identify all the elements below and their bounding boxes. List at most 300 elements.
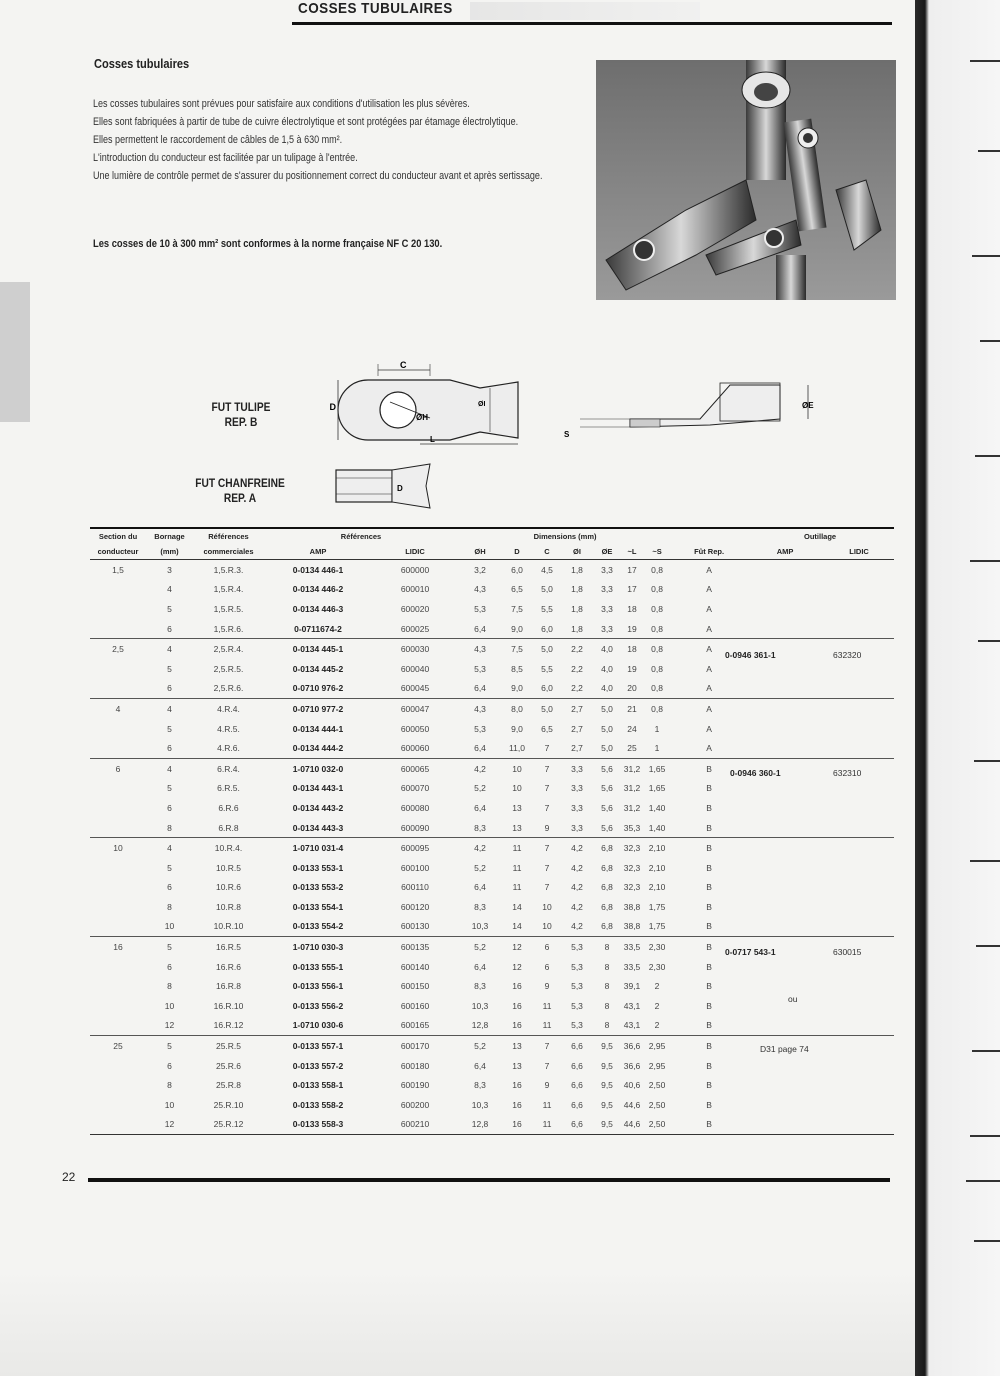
next-page-edge — [915, 0, 1000, 1376]
cell-c: 9 — [544, 822, 550, 833]
cell-amp: 0-0134 445-2 — [292, 663, 344, 674]
cell-amp: 0-0133 558-3 — [264, 1115, 372, 1135]
cell-oh: 4,3 — [458, 699, 502, 719]
tool-3-lidic: 630015 — [833, 947, 862, 957]
cell-lidic: 600030 — [372, 639, 458, 659]
table-row — [90, 1016, 894, 1036]
table-row — [90, 917, 894, 937]
cell-fut: B — [706, 981, 712, 992]
cell-bornage: 6 — [167, 683, 172, 694]
cell-tool-amp — [746, 1095, 824, 1115]
cell-c: 11 — [542, 1000, 552, 1011]
cell-oi: 2,7 — [562, 699, 592, 719]
cell-oe: 6,8 — [601, 901, 613, 912]
cell-bornage: 10 — [164, 921, 175, 932]
cell-l: 36,6 — [623, 1060, 641, 1071]
cell-section — [90, 1095, 146, 1115]
cell-bornage: 5 — [167, 862, 172, 873]
cell-c: 6 — [544, 961, 550, 972]
cell-s: 2,95 — [648, 1060, 666, 1071]
cell-ref-comm: 10.R.8 — [215, 901, 242, 912]
table-row — [90, 580, 894, 600]
cell-c: 10 — [542, 901, 552, 912]
cell-fut: B — [706, 1000, 712, 1011]
cell-l: 32,3 — [623, 882, 641, 893]
cell-oh: 6,4 — [474, 743, 486, 754]
cell-bornage: 3 — [167, 564, 172, 575]
cell-ref-comm: 6.R.5. — [217, 783, 240, 794]
cell-lidic: 600070 — [400, 783, 430, 794]
cell-oh: 8,3 — [474, 1080, 486, 1091]
cell-oe: 3,3 — [601, 623, 613, 634]
cell-section — [90, 957, 146, 977]
cell-c: 11 — [542, 1099, 552, 1110]
cell-bornage: 8 — [167, 981, 172, 992]
cell-section — [90, 917, 146, 937]
cell-ref-comm: 6.R.6 — [218, 802, 239, 813]
cell-lidic: 600060 — [400, 743, 430, 754]
cell-bornage: 4 — [146, 838, 193, 858]
cell-d: 14 — [512, 921, 522, 932]
cell-bornage: 5 — [167, 603, 172, 614]
cell-oe: 6,8 — [592, 838, 622, 858]
cell-oi: 6,6 — [571, 1080, 583, 1091]
cell-bornage: 6 — [167, 743, 172, 754]
cell-ref-comm: 25.R.6 — [215, 1060, 242, 1071]
cell-c: 7 — [544, 1060, 550, 1071]
cell-ref-comm: 6.R.4. — [193, 758, 264, 778]
header-oi: ØI — [562, 544, 592, 560]
cell-oe: 3,3 — [601, 584, 613, 595]
dim-oi: ØI — [478, 401, 486, 408]
cell-amp: 0-0133 556-2 — [292, 1000, 344, 1011]
cell-tool-lidic — [824, 1056, 894, 1076]
cell-amp: 0-0133 558-2 — [292, 1099, 344, 1110]
cell-amp: 0-0134 443-2 — [292, 802, 344, 813]
cell-lidic: 600095 — [372, 838, 458, 858]
header-outillage: Outillage — [746, 528, 894, 544]
cell-d: 7,5 — [511, 603, 523, 614]
cell-d: 9,0 — [511, 683, 523, 694]
cell-s: 2 — [654, 981, 660, 992]
cell-oi: 4,2 — [571, 862, 583, 873]
cell-l: 40,6 — [623, 1080, 641, 1091]
table-row — [90, 659, 894, 679]
cell-section — [90, 1115, 146, 1135]
cell-amp: 0-0134 446-2 — [292, 584, 344, 595]
cell-oh: 6,4 — [474, 683, 486, 694]
table-row — [90, 858, 894, 878]
header-rule — [292, 22, 892, 25]
cell-oe: 5,0 — [592, 699, 622, 719]
cell-lidic: 600200 — [400, 1099, 430, 1110]
cell-ref-comm: 25.R.5 — [193, 1036, 264, 1056]
cell-bornage: 10 — [164, 1099, 175, 1110]
intro-line: Elles sont fabriquées à partir de tube de cuivre électrolytique et sont protégées par étamage électrolytique. — [93, 116, 519, 128]
cell-c: 10 — [542, 921, 552, 932]
cell-s: 2,10 — [648, 862, 666, 873]
cell-tool-amp — [746, 738, 824, 758]
cell-fut: B — [672, 1115, 746, 1135]
cell-oh: 12,8 — [471, 1020, 489, 1031]
cell-fut: B — [706, 822, 712, 833]
cell-s: 2,30 — [648, 961, 666, 972]
cell-fut: A — [672, 699, 746, 719]
cell-l: 38,8 — [623, 901, 641, 912]
cell-l: 21 — [622, 699, 642, 719]
cell-tool-amp — [746, 560, 824, 580]
cell-d: 6,5 — [511, 584, 523, 595]
cell-oi: 3,3 — [571, 802, 583, 813]
table-row — [90, 897, 894, 917]
cell-oi: 6,6 — [571, 1099, 583, 1110]
cell-ref-comm: 6.R.8 — [218, 822, 239, 833]
cell-lidic: 600080 — [400, 802, 430, 813]
fut-chanfreine-name: FUT CHANFREINE — [195, 476, 285, 490]
label-fut-tulipe — [203, 400, 280, 430]
cell-amp: 0-0133 558-1 — [292, 1080, 344, 1091]
cell-oh: 5,2 — [474, 862, 486, 873]
cell-tool-lidic — [824, 838, 894, 858]
cell-bornage: 5 — [167, 783, 172, 794]
cell-fut: A — [706, 663, 712, 674]
cell-oh: 10,3 — [471, 921, 489, 932]
cell-tool-amp — [746, 878, 824, 898]
chamfered-barrel-diagram — [334, 462, 434, 512]
dim-c: C — [400, 360, 407, 370]
cell-tool-lidic — [824, 599, 894, 619]
cell-bornage: 8 — [167, 1080, 172, 1091]
cell-oh: 5,3 — [474, 723, 486, 734]
cell-l: 20 — [627, 683, 637, 694]
cell-oi: 3,3 — [562, 758, 592, 778]
header-oe: ØE — [592, 544, 622, 560]
cell-c: 5,5 — [541, 603, 553, 614]
cell-oi: 6,6 — [562, 1036, 592, 1056]
cell-s: 2,30 — [642, 937, 672, 957]
cell-l: 18 — [622, 639, 642, 659]
header-tool-amp: AMP — [746, 544, 824, 560]
cell-bornage: 4 — [167, 584, 172, 595]
cell-tool-amp — [746, 976, 824, 996]
header-s: ~S — [642, 544, 672, 560]
cell-ref-comm: 10.R.10 — [213, 921, 244, 932]
cell-bornage: 6 — [167, 961, 172, 972]
dim-l: L — [430, 435, 435, 444]
tool-2-lidic: 632310 — [833, 768, 862, 778]
cell-lidic: 600140 — [400, 961, 430, 972]
cell-lidic: 600020 — [400, 603, 430, 614]
cell-fut: B — [706, 961, 712, 972]
cell-d: 8,5 — [511, 663, 523, 674]
cell-section — [90, 976, 146, 996]
cell-tool-amp — [746, 779, 824, 799]
cell-c: 7 — [532, 1036, 562, 1056]
fut-chanfreine-rep: REP. A — [223, 491, 257, 505]
cell-c: 6 — [532, 937, 562, 957]
cell-fut: B — [672, 1036, 746, 1056]
cell-c: 6,0 — [541, 683, 553, 694]
cell-l: 32,3 — [622, 838, 642, 858]
cell-s: 0,8 — [642, 699, 672, 719]
cell-oi: 4,2 — [571, 901, 583, 912]
cell-amp: 0-0711674-2 — [294, 623, 342, 634]
cell-oe: 5,6 — [601, 783, 613, 794]
table-row — [90, 560, 894, 580]
cell-l: 31,2 — [623, 783, 641, 794]
table-row — [90, 1115, 894, 1135]
cell-oe: 9,5 — [601, 1080, 613, 1091]
cell-oi: 3,3 — [571, 783, 583, 794]
cell-tool-lidic — [824, 679, 894, 699]
cell-fut: B — [706, 1020, 712, 1031]
header-d: D — [502, 544, 532, 560]
dim-d-chamfer: D — [397, 484, 403, 493]
cell-d: 16 — [512, 1020, 522, 1031]
cell-s: 1 — [654, 743, 660, 754]
cell-tool-amp — [746, 1115, 824, 1135]
cell-s: 1,65 — [648, 783, 666, 794]
cell-s: 0,8 — [651, 683, 663, 694]
cell-fut: A — [706, 743, 712, 754]
cell-d: 10 — [502, 758, 532, 778]
cell-section: 2,5 — [90, 639, 146, 659]
cell-d: 9,0 — [511, 723, 523, 734]
cell-tool-amp — [746, 897, 824, 917]
table-row — [90, 599, 894, 619]
cell-oh: 6,4 — [474, 802, 486, 813]
cell-l: 36,6 — [622, 1036, 642, 1056]
lug-top-view-diagram — [330, 358, 530, 458]
cell-bornage: 4 — [146, 758, 193, 778]
cell-tool-lidic — [824, 798, 894, 818]
intro-line: Les cosses tubulaires sont prévues pour satisfaire aux conditions d'utilisation les plus sévères. — [93, 98, 470, 110]
cell-d: 16 — [512, 981, 522, 992]
cell-oh: 12,8 — [458, 1115, 502, 1135]
footer-rule — [88, 1178, 890, 1182]
cell-amp: 1-0710 031-4 — [264, 838, 372, 858]
table-row — [90, 619, 894, 639]
cell-fut: A — [672, 639, 746, 659]
cell-l: 39,1 — [623, 981, 641, 992]
intro-line: L'introduction du conducteur est facilitée par un tulipage à l'entrée. — [93, 152, 358, 164]
cell-oe: 6,8 — [601, 921, 613, 932]
cell-oe: 8 — [604, 961, 610, 972]
cell-bornage: 5 — [146, 937, 193, 957]
cell-oi: 6,6 — [562, 1115, 592, 1135]
cell-amp: 1-0710 030-6 — [292, 1020, 344, 1031]
cell-amp: 0-0710 977-2 — [264, 699, 372, 719]
cell-section — [90, 659, 146, 679]
cell-bornage: 4 — [146, 639, 193, 659]
cell-oi: 2,2 — [571, 663, 583, 674]
cell-section — [90, 1056, 146, 1076]
cell-oe: 4,0 — [601, 663, 613, 674]
cell-oe: 4,0 — [592, 639, 622, 659]
cell-bornage: 12 — [146, 1115, 193, 1135]
cell-fut: B — [706, 802, 712, 813]
cell-lidic: 600047 — [372, 699, 458, 719]
cell-fut: A — [706, 584, 712, 595]
cell-oe: 5,6 — [601, 802, 613, 813]
table-row — [90, 1056, 894, 1076]
cell-tool-amp — [746, 619, 824, 639]
lugs-photo-illustration — [596, 60, 896, 300]
cell-ref-comm: 1,5.R.6. — [213, 623, 244, 634]
table-row — [90, 996, 894, 1016]
cell-d: 8,0 — [502, 699, 532, 719]
cell-tool-amp — [746, 699, 824, 719]
cell-d: 10 — [512, 783, 522, 794]
cell-oi: 1,8 — [571, 623, 583, 634]
cell-lidic: 600190 — [400, 1080, 430, 1091]
table-row — [90, 798, 894, 818]
cell-oi: 2,7 — [571, 743, 583, 754]
header-bornage: Bornage — [146, 528, 193, 544]
cell-lidic: 600050 — [400, 723, 430, 734]
cell-l: 33,5 — [623, 961, 641, 972]
table-row — [90, 738, 894, 758]
cell-c: 7 — [532, 838, 562, 858]
cell-d: 11,0 — [509, 743, 525, 754]
cell-oe: 9,5 — [592, 1036, 622, 1056]
cell-oi: 5,3 — [571, 1020, 583, 1031]
cell-bornage: 8 — [167, 901, 172, 912]
cell-s: 1 — [654, 723, 660, 734]
tool-ou: ou — [788, 994, 798, 1004]
cell-oh: 6,4 — [474, 961, 486, 972]
cell-tool-amp — [746, 679, 824, 699]
table-row — [90, 957, 894, 977]
cell-section — [90, 599, 146, 619]
intro-text — [93, 95, 569, 185]
cell-amp: 0-0133 557-1 — [264, 1036, 372, 1056]
cell-section — [90, 1016, 146, 1036]
cell-oh: 10,3 — [471, 1000, 489, 1011]
cell-c: 5,0 — [541, 584, 553, 595]
cell-fut: B — [706, 1080, 712, 1091]
cell-oe: 3,3 — [601, 564, 613, 575]
cell-fut: B — [706, 1099, 712, 1110]
cell-d: 14 — [512, 901, 522, 912]
cell-lidic: 600010 — [400, 584, 430, 595]
cell-tool-amp — [746, 917, 824, 937]
cell-ref-comm: 1,5.R.4. — [213, 584, 244, 595]
cell-c: 7 — [544, 783, 550, 794]
cell-lidic: 600165 — [400, 1020, 430, 1031]
cell-amp: 0-0134 446-3 — [292, 603, 344, 614]
cell-s: 2,10 — [648, 882, 666, 893]
header-section: Section du — [90, 528, 146, 544]
cell-l: 25 — [627, 743, 637, 754]
cell-tool-lidic — [824, 699, 894, 719]
cell-amp: 0-0134 443-1 — [292, 783, 344, 794]
cell-oi: 4,2 — [562, 838, 592, 858]
cell-oi: 1,8 — [571, 603, 583, 614]
table-row — [90, 838, 894, 858]
header-dimensions: Dimensions (mm) — [458, 528, 672, 544]
cell-bornage: 8 — [167, 822, 172, 833]
cell-s: 1,75 — [648, 921, 666, 932]
table-row — [90, 779, 894, 799]
dim-s: S — [564, 430, 570, 439]
cell-d: 16 — [512, 1000, 522, 1011]
cell-s: 2,50 — [648, 1099, 666, 1110]
cell-fut: A — [706, 683, 712, 694]
table-row — [90, 878, 894, 898]
cell-oh: 8,3 — [474, 981, 486, 992]
cell-amp: 0-0134 446-1 — [292, 564, 344, 575]
cell-amp: 0-0710 976-2 — [292, 683, 344, 694]
cell-l: 17 — [627, 584, 637, 595]
cell-ref-comm: 25.R.10 — [213, 1099, 244, 1110]
cell-d: 16 — [502, 1115, 532, 1135]
cell-oh: 4,2 — [458, 838, 502, 858]
cell-tool-lidic — [824, 580, 894, 600]
cell-d: 11 — [512, 882, 522, 893]
cell-oe: 8 — [604, 1020, 610, 1031]
cell-tool-lidic — [824, 897, 894, 917]
cell-lidic: 600090 — [400, 822, 430, 833]
page-bottom-shadow — [0, 1270, 1000, 1376]
header-amp: AMP — [264, 544, 372, 560]
cell-oi: 3,3 — [571, 822, 583, 833]
cell-amp: 1-0710 030-3 — [264, 937, 372, 957]
cell-lidic: 600170 — [372, 1036, 458, 1056]
cell-oh: 5,2 — [474, 783, 486, 794]
cell-oi: 2,7 — [571, 723, 583, 734]
header-conducteur: conducteur — [90, 544, 146, 560]
cell-section — [90, 779, 146, 799]
cell-oi: 5,3 — [571, 981, 583, 992]
cell-section — [90, 996, 146, 1016]
tool-2-amp: 0-0946 360-1 — [730, 768, 781, 778]
cell-oe: 9,5 — [592, 1115, 622, 1135]
cell-lidic: 600150 — [400, 981, 430, 992]
cell-d: 13 — [512, 802, 522, 813]
cell-lidic: 600160 — [400, 1000, 430, 1011]
cell-oi: 4,2 — [571, 921, 583, 932]
cell-bornage: 5 — [167, 723, 172, 734]
cell-fut: B — [706, 1060, 712, 1071]
cell-oh: 5,3 — [474, 663, 486, 674]
cell-ref-comm: 16.R.12 — [213, 1020, 244, 1031]
cell-oi: 2,2 — [562, 639, 592, 659]
cell-tool-lidic — [824, 996, 894, 1016]
header-commerciales: commerciales — [193, 544, 264, 560]
cell-amp: 0-0134 444-1 — [292, 723, 344, 734]
cell-section: 1,5 — [112, 564, 124, 575]
cell-fut: B — [672, 838, 746, 858]
cell-fut: B — [706, 882, 712, 893]
cell-oe: 5,6 — [592, 758, 622, 778]
cell-amp: 0-0134 444-2 — [292, 743, 344, 754]
table-row — [90, 1075, 894, 1095]
cell-c: 5,0 — [532, 699, 562, 719]
cell-c: 5,5 — [541, 663, 553, 674]
cell-d: 6,0 — [511, 564, 523, 575]
cell-lidic: 600130 — [400, 921, 430, 932]
cell-section: 10 — [90, 838, 146, 858]
cell-amp: 0-0133 553-2 — [292, 882, 344, 893]
cell-c: 7 — [544, 802, 550, 813]
label-fut-chanfreine — [189, 476, 291, 506]
cell-oi: 5,3 — [571, 961, 583, 972]
cell-tool-amp — [746, 957, 824, 977]
cell-d: 12 — [502, 937, 532, 957]
cell-oh: 6,4 — [474, 1060, 486, 1071]
cell-section: 16 — [90, 937, 146, 957]
